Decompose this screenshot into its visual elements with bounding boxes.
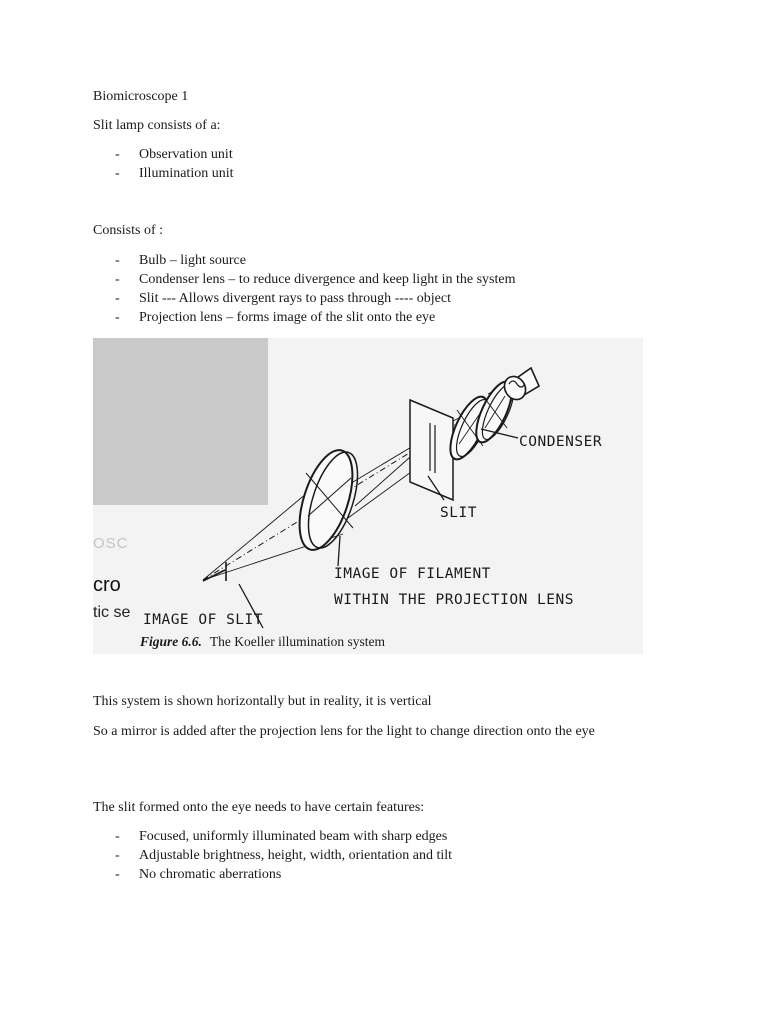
list-item: - Projection lens – forms image of the slit onto the eye <box>93 308 515 327</box>
features-list <box>93 827 452 884</box>
figure-caption <box>139 633 385 650</box>
components-list <box>93 251 515 327</box>
list-item: - Observation unit <box>93 145 234 164</box>
features-heading: The slit formed onto the eye needs to have certain features: <box>93 800 425 815</box>
label-image-of-slit: IMAGE OF SLIT <box>143 612 263 628</box>
cropped-text-fragment: OSC <box>93 535 129 552</box>
caption-number: Figure 6.6. <box>140 634 202 649</box>
cropped-text-fragment: tic se <box>93 604 131 621</box>
projection-lens <box>289 444 367 557</box>
paragraph-mirror: So a mirror is added after the projection lens for the light to change direction onto the eye <box>93 724 595 739</box>
consists-heading: Consists of : <box>93 223 164 238</box>
list-item: - No chromatic aberrations <box>93 865 452 884</box>
slit-plate <box>410 400 453 500</box>
list-item: - Condenser lens – to reduce divergence and keep light in the system <box>93 270 515 289</box>
list-item: - Adjustable brightness, height, width, orientation and tilt <box>93 846 452 865</box>
list-item: - Slit --- Allows divergent rays to pass through ---- object <box>93 289 515 308</box>
paragraph-horizontal: This system is shown horizontally but in reality, it is vertical <box>93 694 432 709</box>
label-image-of-filament: IMAGE OF FILAMENT <box>334 566 491 582</box>
intro-text: Slit lamp consists of a: <box>93 118 221 133</box>
optical-diagram <box>93 338 643 654</box>
label-within-projection-lens: WITHIN THE PROJECTION LENS <box>334 592 574 608</box>
caption-text: The Koeller illumination system <box>209 634 385 649</box>
koeller-figure <box>93 338 643 654</box>
document-title: Biomicroscope 1 <box>93 89 189 104</box>
cropped-text-fragment: cro <box>93 574 121 596</box>
label-condenser: CONDENSER <box>519 434 603 450</box>
list-item: - Focused, uniformly illuminated beam with sharp edges <box>93 827 452 846</box>
list-item: - Illumination unit <box>93 164 234 183</box>
units-list <box>93 145 234 183</box>
list-item: - Bulb – light source <box>93 251 515 270</box>
label-slit: SLIT <box>440 505 477 521</box>
